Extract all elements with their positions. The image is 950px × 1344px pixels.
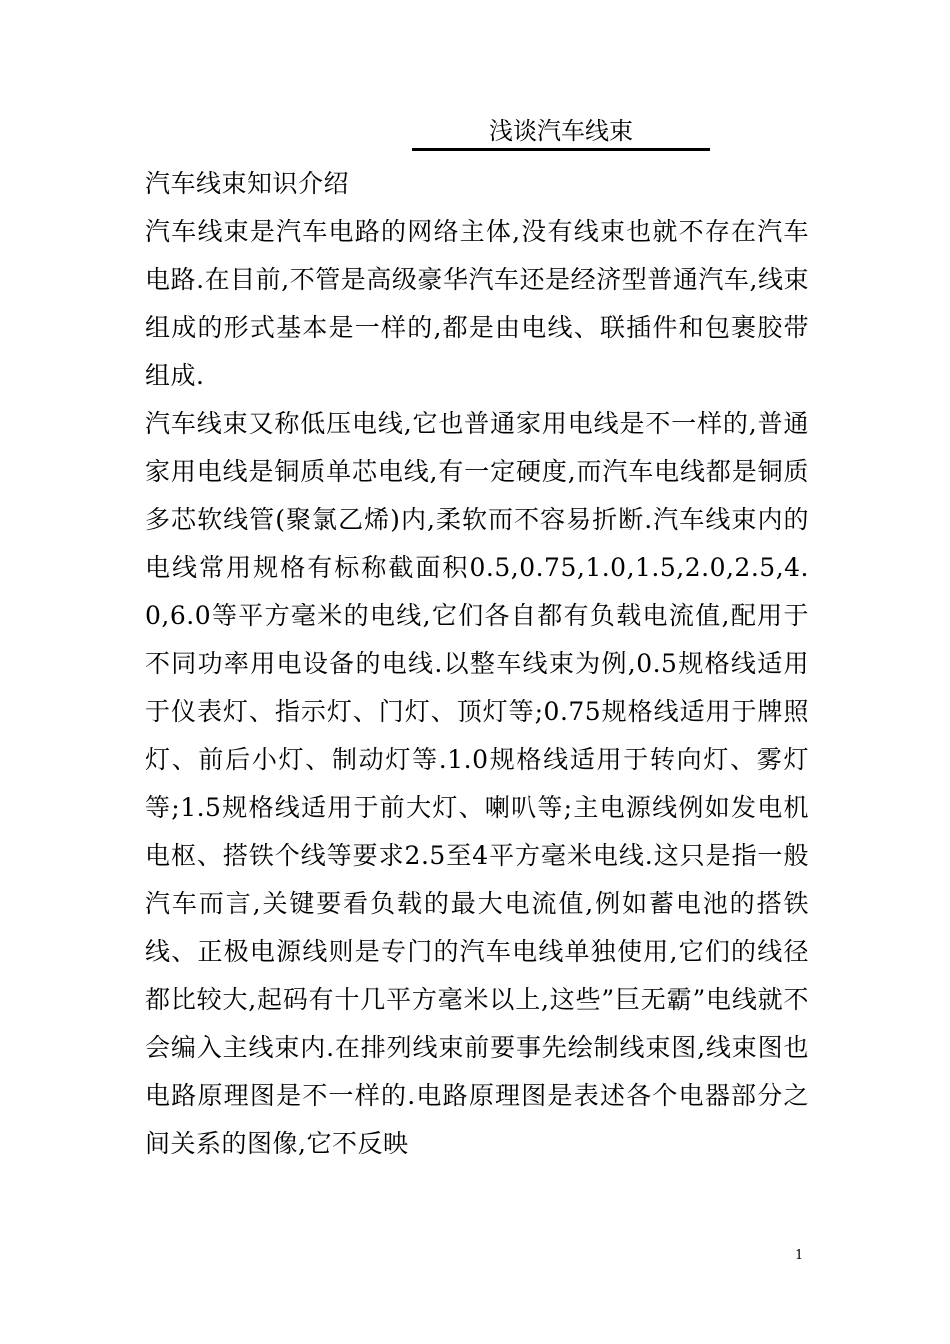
- paragraph-2: 汽车线束又称低压电线,它也普通家用电线是不一样的,普通家用电线是铜质单芯电线,有一定硬度,而汽车电线都是铜质多芯软线管(聚氯乙烯)内,柔软而不容易折断.汽车线束内的电线常用规格有标称截面积0.5,0.75,1.0,1.5,2.0,2.5,4.0,6.0等平方毫米的电线,它们各自都有负载电流值,配用于不同功率用电设备的电线.以整车线束为例,0.5规格线适用于仪表灯、指示灯、门灯、顶灯等;0.75规格线适用于牌照灯、前后小灯、制动灯等.1.0规格线适用于转向灯、雾灯等;1.5规格线适用于前大灯、喇叭等;主电源线例如发电机电枢、搭铁个线等要求2.5至4平方毫米电线.这只是指一般汽车而言,关键要看负载的最大电流值,例如蓄电池的搭铁线、正极电源线则是专门的汽车电线单独使用,它们的线径都比较大,起码有十几平方毫米以上,这些”巨无霸”电线就不会编入主线束内.在排列线束前要事先绘制线束图,线束图也电路原理图是不一样的.电路原理图是表述各个电器部分之间关系的图像,它不反映: [145, 409, 809, 1158]
- paragraph-1: 汽车线束是汽车电路的网络主体,没有线束也就不存在汽车电路.在目前,不管是高级豪华汽车还是经济型普通汽车,线束组成的形式基本是一样的,都是由电线、联插件和包裹胶带组成.: [145, 217, 809, 390]
- document-title: 浅谈汽车线束: [489, 117, 633, 145]
- document-body: [145, 160, 809, 1168]
- page-number: 1: [795, 1248, 804, 1263]
- section-heading: 汽车线束知识介绍: [145, 169, 350, 198]
- title-underline: [412, 148, 710, 151]
